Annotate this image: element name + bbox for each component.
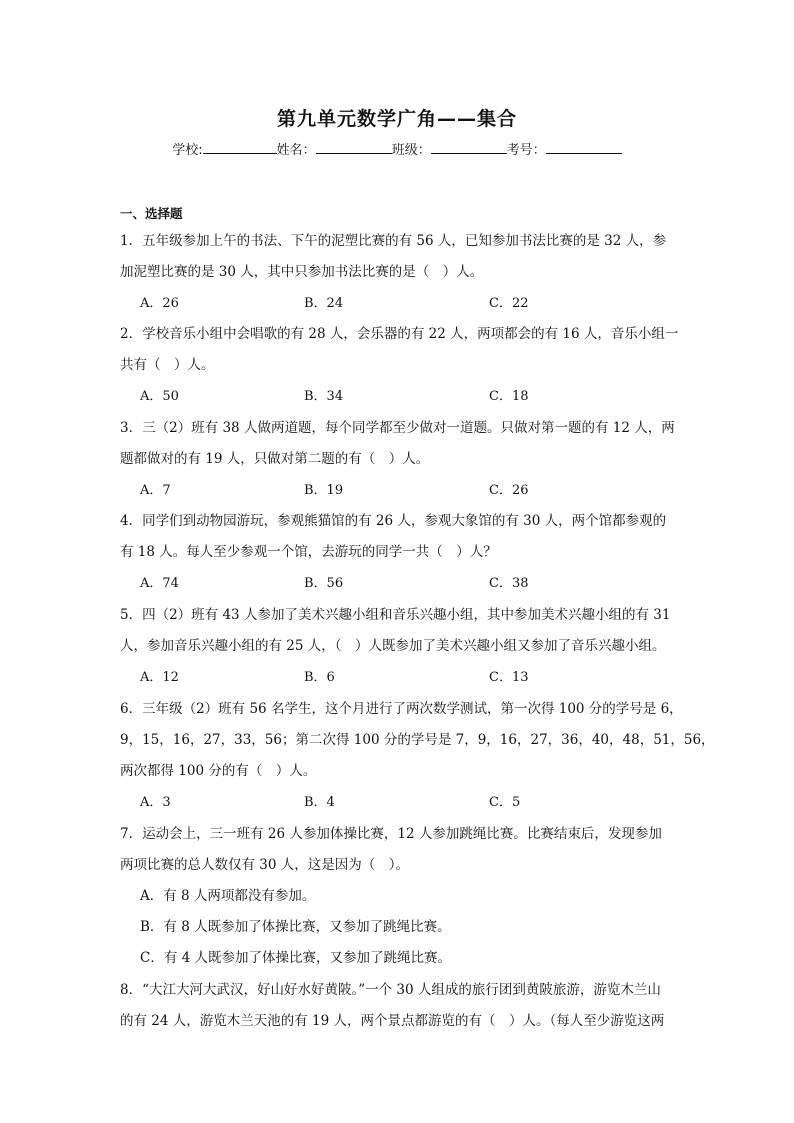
school-blank[interactable] bbox=[203, 141, 277, 154]
question-7-line-2: 两项比赛的总人数仅有 30 人，这是因为（ ）。 bbox=[120, 857, 410, 873]
option-b[interactable]: B．24 bbox=[304, 296, 344, 311]
question-7-option-b[interactable]: B．有 8 人既参加了体操比赛，又参加了跳绳比赛。 bbox=[140, 919, 451, 935]
question-8-line-1: 8．“大江大河大武汉，好山好水好黄陂。”一个 30 人组成的旅行团到黄陂旅游，游览木兰山 bbox=[120, 982, 661, 998]
name-blank[interactable] bbox=[316, 141, 392, 154]
option-c[interactable]: C．38 bbox=[489, 576, 529, 591]
class-blank[interactable] bbox=[431, 141, 507, 154]
question-1-line-2: 加泥塑比赛的是 30 人，其中只参加书法比赛的是（ ）人。 bbox=[120, 264, 484, 280]
class-label: 班级： bbox=[391, 143, 431, 158]
number-label: 考号： bbox=[506, 143, 546, 158]
option-b[interactable]: B．4 bbox=[304, 795, 335, 810]
option-c[interactable]: C．18 bbox=[489, 389, 529, 404]
option-a[interactable]: A．50 bbox=[140, 389, 179, 404]
option-a[interactable]: A．74 bbox=[140, 576, 179, 591]
question-6-line-3: 两次都得 100 分的有（ ）人。 bbox=[120, 763, 317, 779]
question-2-line-2: 共有（ ）人。 bbox=[120, 357, 215, 373]
question-2-line-1: 2．学校音乐小组中会唱歌的有 28 人，会乐器的有 22 人，两项都会的有 16 人，音乐小组一 bbox=[120, 326, 679, 342]
school-label: 学校: bbox=[172, 143, 203, 158]
question-8-line-2: 的有 24 人，游览木兰天池的有 19 人，两个景点都游览的有（ ）人。（每人至少游览这两 bbox=[120, 1013, 665, 1029]
number-blank[interactable] bbox=[546, 141, 622, 154]
question-3-line-1: 3．三（2）班有 38 人做两道题，每个同学都至少做对一道题。只做对第一题的有 12 人，两 bbox=[120, 420, 675, 436]
option-c[interactable]: C．13 bbox=[489, 670, 529, 685]
name-label: 姓名： bbox=[276, 143, 316, 158]
option-a[interactable]: A．26 bbox=[140, 296, 179, 311]
question-4-line-2: 有 18 人。每人至少参观一个馆，去游玩的同学一共（ ）人？ bbox=[120, 544, 497, 560]
option-c[interactable]: C．5 bbox=[489, 795, 521, 810]
section-title: 一、选择题 bbox=[120, 206, 183, 221]
question-7-option-c[interactable]: C．有 4 人既参加了体操比赛，又参加了跳绳比赛。 bbox=[140, 950, 452, 966]
option-a[interactable]: A．3 bbox=[140, 795, 171, 810]
question-5-line-1: 5．四（2）班有 43 人参加了美术兴趣小组和音乐兴趣小组，其中参加美术兴趣小组的有 31 bbox=[120, 607, 671, 623]
option-a[interactable]: A．12 bbox=[140, 670, 179, 685]
question-7-option-a[interactable]: A．有 8 人两项都没有参加。 bbox=[140, 888, 316, 904]
question-4-line-1: 4．同学们到动物园游玩，参观熊猫馆的有 26 人，参观大象馆的有 30 人，两个馆都参观的 bbox=[120, 513, 667, 529]
option-c[interactable]: C．22 bbox=[489, 296, 529, 311]
page-title: 第九单元数学广角——集合 bbox=[276, 108, 517, 130]
question-6-line-1: 6．三年级（2）班有 56 名学生，这个月进行了两次数学测试，第一次得 100 分的学号是 6， bbox=[120, 701, 683, 717]
question-1-line-1: 1．五年级参加上午的书法、下午的泥塑比赛的有 56 人，已知参加书法比赛的是 32 人，参 bbox=[120, 233, 667, 249]
question-3-line-2: 题都做对的有 19 人，只做对第二题的有（ ）人。 bbox=[120, 451, 430, 467]
question-7-line-1: 7．运动会上，三一班有 26 人参加体操比赛，12 人参加跳绳比赛。比赛结束后，发现参加 bbox=[120, 826, 662, 842]
option-b[interactable]: B．34 bbox=[304, 389, 344, 404]
student-info-row bbox=[0, 139, 794, 158]
question-6-line-2: 9，15，16，27，33，56；第二次得 100 分的学号是 7，9，16，27，36，40，48，51，56， bbox=[120, 732, 715, 748]
option-b[interactable]: B．56 bbox=[304, 576, 344, 591]
option-a[interactable]: A．7 bbox=[140, 483, 171, 498]
option-b[interactable]: B．6 bbox=[304, 670, 335, 685]
option-c[interactable]: C．26 bbox=[489, 483, 529, 498]
option-b[interactable]: B．19 bbox=[304, 483, 344, 498]
question-5-line-2: 人，参加音乐兴趣小组的有 25 人，（ ）人既参加了美术兴趣小组又参加了音乐兴趣小组。 bbox=[120, 638, 666, 654]
